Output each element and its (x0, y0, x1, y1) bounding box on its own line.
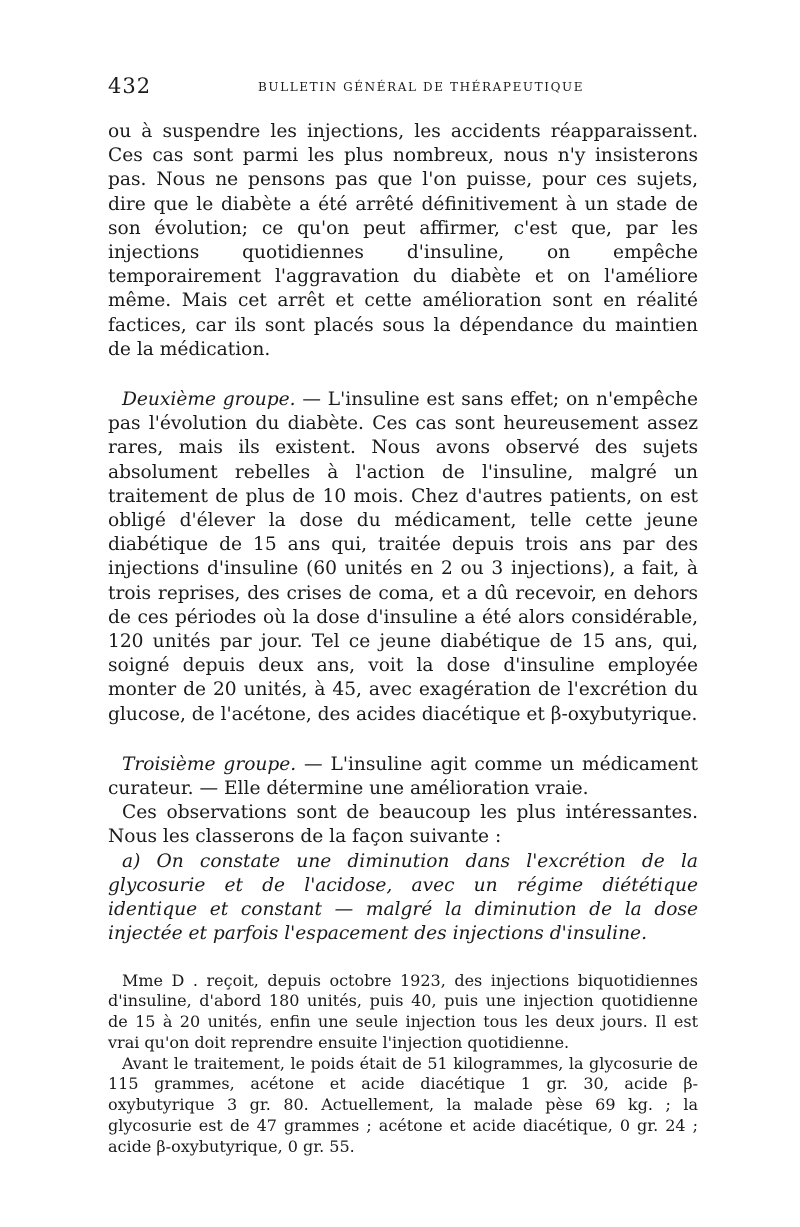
paragraph-second-group (108, 388, 698, 727)
case-report-paragraph-2: Avant le traitement, le poids était de 51 kilogrammes, la glycosurie de 115 grammes, acétone et acide diacétique 1 gr. 30, acide β-oxybutyrique 3 gr. 80. Actuellement, la malade pèse 69 kg. ; la glycosurie est de 47 grammes ; acétone et acide diacétique, 0 gr. 24 ; acide β-oxybutyrique, 0 gr. 55. (108, 1053, 698, 1156)
body-text (108, 120, 698, 1158)
paragraph-observations: Ces observations sont de beaucoup les plus intéressantes. Nous les classerons de la façon suivante : (108, 802, 698, 848)
third-group-text: — L'insuline agit comme un médicament curateur. — Elle détermine une amélioration vraie. (108, 753, 699, 800)
case-report (108, 971, 698, 1158)
page-number: 432 (108, 74, 152, 98)
second-group-text: — L'insuline est sans effet; on n'empêche pas l'évolution du diabète. Ces cas sont heureusement assez rares, mais ils existent. Nous avons observé des sujets absolument rebelles à l'action de l'insuline, malgré un traitement de plus de 10 mois. Chez d'autres patients, on est obligé d'élever la dose du médicament, telle cette jeune diabétique de 15 ans qui, traitée depuis trois ans par des injections d'insuline (60 unités en 2 ou 3 injections), a fait, à trois reprises, des crises de coma, et a dû recevoir, en dehors de ces périodes où la dose d'insuline a été alors considérable, 120 unités par jour. Tel ce jeune diabétique de 15 ans, qui, soigné depuis deux ans, voit la dose d'insuline employée monter de 20 unités, à 45, avec exagération de l'excrétion du glucose, de l'acétone, des acides diacétique et β-oxybutyrique. (108, 389, 698, 725)
paragraph-third-group (108, 753, 698, 801)
page-header (108, 74, 698, 98)
paragraph-continuation: ou à suspendre les injections, les accidents réapparaissent. Ces cas sont parmi les plus nombreux, nous n'y insisterons pas. Nous ne pensons pas que l'on puisse, pour ces sujets, dire que le diabète a été arrêté définitivement à un stade de son évolution; ce qu'on peut affirmer, c'est que, par les injections quotidiennes d'insuline, on empêche temporairement l'aggravation du diabète et on l'améliore même. Mais cet arrêt et cette amélioration sont en réalité factices, car ils sont placés sous la dépendance du maintien de la médication. (108, 121, 698, 360)
section-heading-third-group: Troisième groupe. (122, 753, 297, 775)
running-title: BULLETIN GÉNÉRAL DE THÉRAPEUTIQUE (258, 80, 585, 94)
case-report-paragraph-1: Mme D . reçoit, depuis octobre 1923, des injections biquotidiennes d'insuline, d'abord 180 unités, puis 40, puis une injection quotidienne de 15 à 20 unités, enfin une seule injection tous les deux jours. Il est vrai qu'on doit reprendre ensuite l'injection quotidienne. (108, 970, 698, 1052)
section-heading-second-group: Deuxième groupe. (122, 389, 296, 411)
paragraph-point-a: a) On constate une diminution dans l'excrétion de la glycosurie et de l'acidose, avec un régime diététique identique et constant — malgré la diminution de la dose injectée et parfois l'espacement des injections d'insuline. (108, 850, 698, 945)
